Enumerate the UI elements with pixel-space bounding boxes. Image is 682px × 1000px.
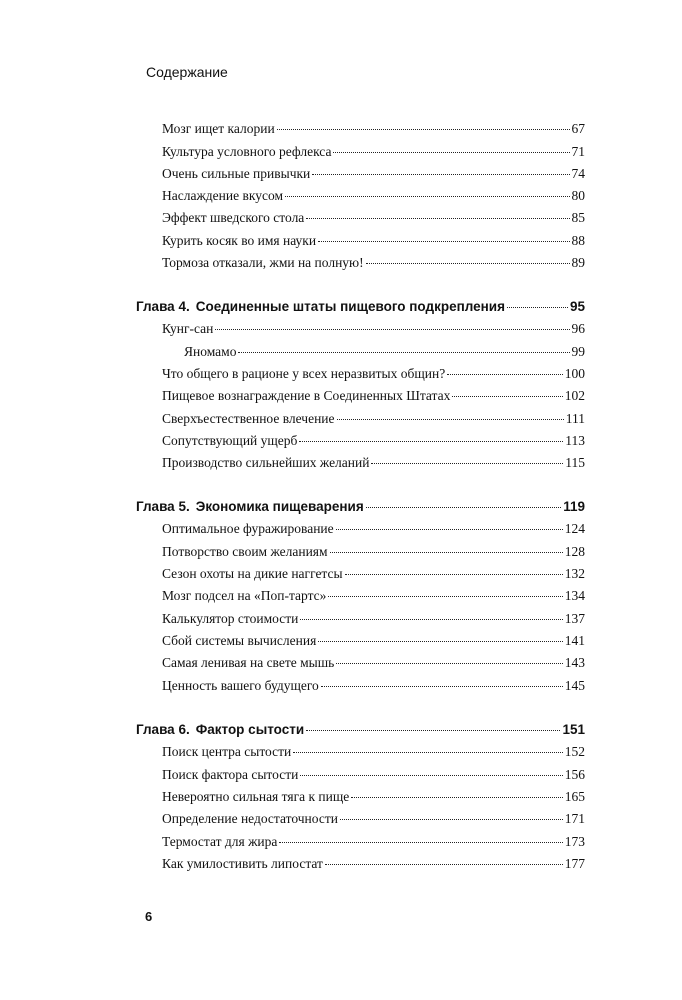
- toc-chapter-entry: [136, 721, 585, 739]
- toc-entry-title: Оптимальное фуражирование: [162, 521, 334, 536]
- toc-section-entry: [162, 855, 585, 873]
- toc-page-number: 96: [571, 321, 585, 336]
- dot-leader: [507, 307, 568, 308]
- chapter-title: Соединенные штаты пищевого подкрепления: [195, 299, 505, 314]
- dot-leader: [277, 129, 570, 130]
- dot-leader: [447, 374, 563, 375]
- dot-leader: [452, 396, 562, 397]
- toc-page-number: 74: [571, 166, 585, 181]
- dot-leader: [306, 730, 560, 731]
- toc-page-number: 143: [564, 655, 585, 670]
- toc-page-number: 80: [571, 188, 585, 203]
- chapter-number: Глава 4.: [136, 299, 190, 314]
- dot-leader: [299, 441, 563, 442]
- toc-section-entry: [162, 410, 585, 428]
- toc-section-entry: [162, 654, 585, 672]
- toc-page-number: 132: [564, 566, 585, 581]
- toc-section-entry: [162, 788, 585, 806]
- page-number: 6: [145, 909, 153, 924]
- toc-chapter-entry: [136, 298, 585, 316]
- toc-entry-title: Поиск фактора сытости: [162, 767, 299, 782]
- toc-entry-title: Пищевое вознаграждение в Соединенных Штатах: [162, 388, 451, 403]
- dot-leader: [279, 842, 562, 843]
- chapter-title: Фактор сытости: [195, 722, 305, 737]
- toc-section-entry: [162, 232, 585, 250]
- toc-entry-title: Тормоза отказали, жми на полную!: [162, 255, 364, 270]
- toc-entry-title: Наслаждение вкусом: [162, 188, 283, 203]
- toc-section-entry: [162, 565, 585, 583]
- toc-section-entry: [162, 209, 585, 227]
- toc-section-entry: [162, 387, 585, 405]
- toc-section-entry: [162, 610, 585, 628]
- toc-entry-title: [136, 498, 364, 516]
- toc-section-entry: [162, 632, 585, 650]
- toc-entry-title: Калькулятор стоимости: [162, 611, 299, 626]
- toc-page-number: 99: [571, 344, 585, 359]
- chapter-title: Экономика пищеварения: [195, 499, 364, 514]
- toc-section-entry: [162, 143, 585, 161]
- toc-entry-title: Мозг подсел на «Поп-тартс»: [162, 588, 327, 603]
- toc-page-number: 171: [564, 811, 585, 826]
- toc-section-entry: [162, 677, 585, 695]
- toc-page-number: 173: [564, 834, 585, 849]
- toc-page-number: 115: [565, 455, 585, 470]
- toc-entry-title: Определение недостаточности: [162, 811, 338, 826]
- toc-section-entry: [162, 165, 585, 183]
- toc-entry-title: Ценность вашего будущего: [162, 678, 319, 693]
- toc-page-number: 165: [564, 789, 585, 804]
- dot-leader: [336, 529, 563, 530]
- toc-page-number: 71: [571, 144, 585, 159]
- dot-leader: [312, 174, 569, 175]
- toc-page-number: 67: [571, 121, 585, 136]
- dot-leader: [306, 218, 569, 219]
- toc-page-number: 85: [571, 210, 585, 225]
- toc-entry-title: Яномамо: [184, 344, 237, 359]
- toc-section-entry: [162, 432, 585, 450]
- toc-entry-title: Кунг-сан: [162, 321, 214, 336]
- dot-leader: [238, 352, 569, 353]
- toc-section-entry: [162, 743, 585, 761]
- toc-section-entry: [162, 810, 585, 828]
- toc-section-entry: [162, 187, 585, 205]
- dot-leader: [340, 819, 563, 820]
- toc-page-number: 119: [563, 499, 585, 514]
- toc-section-entry: [162, 120, 585, 138]
- chapter-number: Глава 5.: [136, 499, 190, 514]
- dot-leader: [300, 775, 562, 776]
- toc-entry-title: Культура условного рефлекса: [162, 144, 332, 159]
- dot-leader: [321, 686, 563, 687]
- toc-page-number: 177: [564, 856, 585, 871]
- dot-leader: [318, 641, 562, 642]
- toc-page-number: 102: [564, 388, 585, 403]
- dot-leader: [330, 552, 563, 553]
- toc-entry-title: [136, 721, 304, 739]
- toc-entry-title: Эффект шведского стола: [162, 210, 305, 225]
- toc-entry-title: Потворство своим желаниям: [162, 544, 328, 559]
- dot-leader: [285, 196, 570, 197]
- dot-leader: [300, 619, 562, 620]
- toc-entry-title: Сопутствующий ущерб: [162, 433, 298, 448]
- dot-leader: [318, 241, 569, 242]
- toc-entry-title: Сезон охоты на дикие наггетсы: [162, 566, 343, 581]
- toc-section-entry: [162, 520, 585, 538]
- toc-entry-title: Самая ленивая на свете мышь: [162, 655, 335, 670]
- toc-page-number: 141: [564, 633, 585, 648]
- toc-page-number: 95: [569, 299, 585, 314]
- dot-leader: [333, 152, 569, 153]
- toc-section-entry: [162, 320, 585, 338]
- dot-leader: [328, 596, 562, 597]
- dot-leader: [337, 419, 564, 420]
- toc-entry-title: Сбой системы вычисления: [162, 633, 317, 648]
- dot-leader: [351, 797, 563, 798]
- toc-section-entry: [162, 254, 585, 272]
- toc-entry-title: Поиск центра сытости: [162, 744, 292, 759]
- running-head: Содержание: [146, 64, 228, 80]
- toc-section-entry: [162, 587, 585, 605]
- toc-section-entry: [162, 543, 585, 561]
- toc-section-entry: [162, 454, 585, 472]
- toc-page-number: 151: [562, 722, 585, 737]
- toc-page-number: 124: [564, 521, 585, 536]
- toc-page-number: 156: [564, 767, 585, 782]
- toc-page-number: 145: [564, 678, 585, 693]
- toc-chapter-entry: [136, 498, 585, 516]
- dot-leader: [366, 507, 561, 508]
- toc-page-number: 111: [565, 411, 585, 426]
- toc-entry-title: Невероятно сильная тяга к пище: [162, 789, 350, 804]
- dot-leader: [293, 752, 562, 753]
- toc-entry-title: Как умилостивить липостат: [162, 856, 323, 871]
- dot-leader: [325, 864, 563, 865]
- toc-section-entry: [162, 766, 585, 784]
- toc-page-number: 100: [564, 366, 585, 381]
- toc-entry-title: Сверхъестественное влечение: [162, 411, 335, 426]
- toc-entry-title: [136, 298, 505, 316]
- toc-entry-title: Термостат для жира: [162, 834, 278, 849]
- toc-page-number: 137: [564, 611, 585, 626]
- dot-leader: [215, 329, 569, 330]
- toc-section-entry: [162, 833, 585, 851]
- toc-page-number: 134: [564, 588, 585, 603]
- toc-page-number: 88: [571, 233, 585, 248]
- toc-section-entry: [162, 365, 585, 383]
- toc-page-number: 128: [564, 544, 585, 559]
- dot-leader: [336, 663, 562, 664]
- toc-section-entry: [184, 343, 585, 361]
- toc-entry-title: Что общего в рационе у всех неразвитых общин?: [162, 366, 446, 381]
- toc-entry-title: Курить косяк во имя науки: [162, 233, 317, 248]
- toc-entry-title: Очень сильные привычки: [162, 166, 311, 181]
- chapter-number: Глава 6.: [136, 722, 190, 737]
- toc-page-number: 113: [565, 433, 585, 448]
- toc-page-number: 152: [564, 744, 585, 759]
- dot-leader: [371, 463, 563, 464]
- dot-leader: [345, 574, 563, 575]
- toc-entry-title: Мозг ищет калории: [162, 121, 275, 136]
- toc-entry-title: Производство сильнейших желаний: [162, 455, 370, 470]
- dot-leader: [366, 263, 570, 264]
- toc-page-number: 89: [571, 255, 585, 270]
